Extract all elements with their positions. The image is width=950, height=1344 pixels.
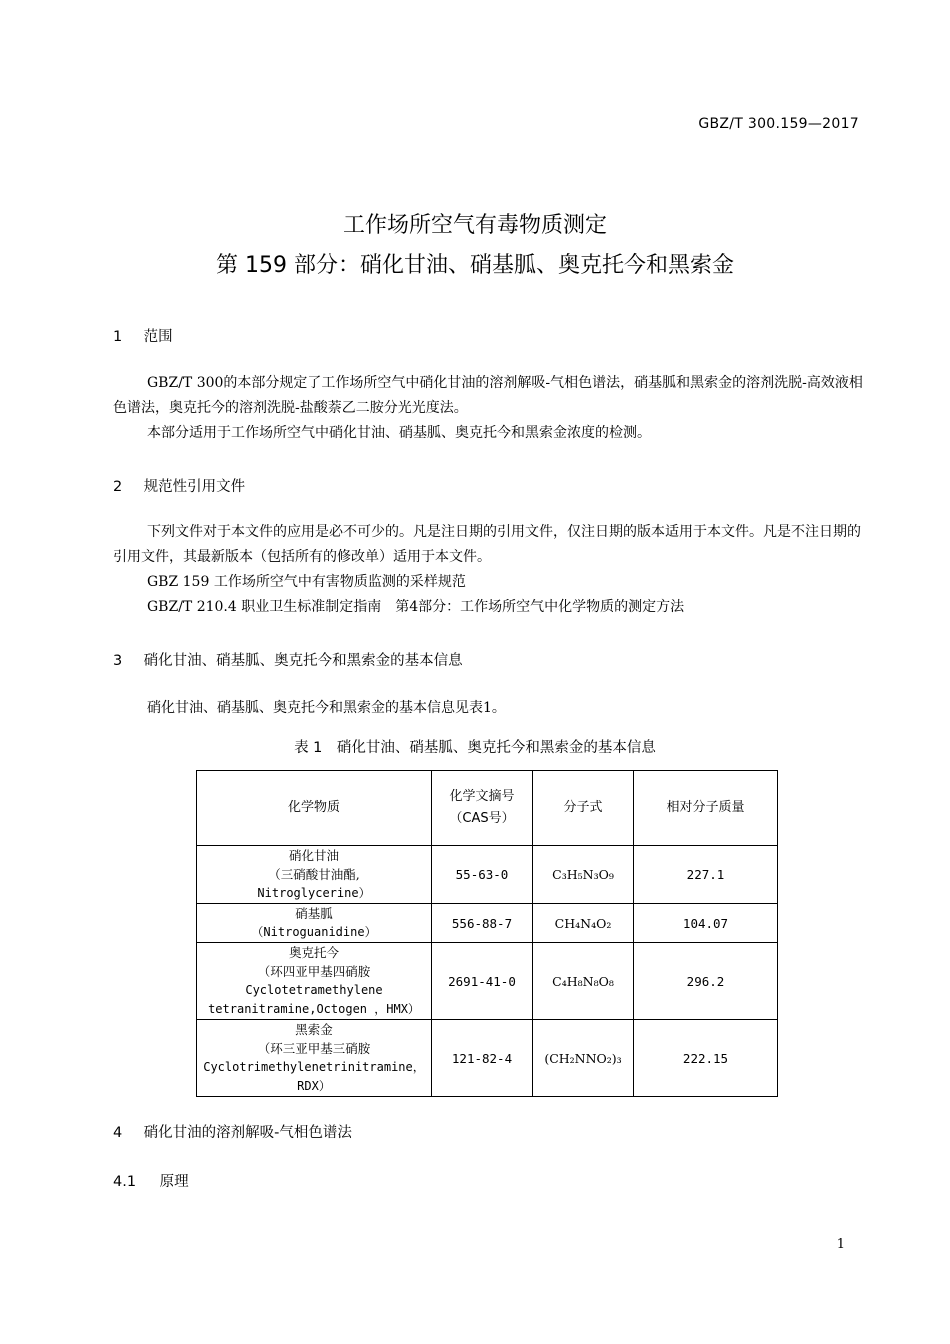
header-cas [432, 771, 533, 846]
substance-line: Nitroglycerine） [257, 886, 371, 900]
section-3-body [113, 696, 863, 721]
table-header-row [197, 771, 778, 846]
formula-cell: CH₄N₄O₂ [533, 904, 634, 943]
section-2-heading [113, 475, 245, 496]
substance-line: Cyclotetramethylene [245, 983, 383, 997]
section-title: 硝化甘油的溶剂解吸-气相色谱法 [143, 1125, 352, 1141]
substance-line: Cyclotrimethylenetrinitramine， [203, 1060, 425, 1074]
document-title: 工作场所空气有毒物质测定 [342, 213, 607, 238]
mass-cell: 104.07 [634, 904, 778, 943]
section-number: 4.1 [113, 1174, 137, 1190]
header-formula: 分子式 [533, 771, 634, 846]
table-caption: 表 1 硝化甘油、硝基胍、奥克托今和黑索金的基本信息 [294, 740, 656, 756]
section-1-body [113, 371, 863, 446]
mass-cell: 227.1 [634, 846, 778, 904]
substance-line: 硝化甘油 [288, 848, 339, 863]
substance-cell [197, 904, 432, 943]
substance-cell [197, 846, 432, 904]
formula-cell: C₄H₈N₈O₈ [533, 943, 634, 1020]
substance-line: （环三亚甲基三硝胺 [257, 1041, 371, 1056]
document-subtitle: 第 159 部分：硝化甘油、硝基胍、奥克托今和黑索金 [216, 253, 734, 278]
section-4-1-heading [113, 1170, 189, 1191]
paragraph: GBZ/T 300的本部分规定了工作场所空气中硝化甘油的溶剂解吸-气相色谱法，硝基胍和黑索金的溶剂洗脱-高效液相色谱法，奥克托今的溶剂洗脱-盐酸萘乙二胺分光光度法。 [113, 375, 863, 416]
substance-line: 黑索金 [295, 1022, 333, 1037]
substance-line: （环四亚甲基四硝胺 [257, 964, 371, 979]
paragraph: 下列文件对于本文件的应用是必不可少的。凡是注日期的引用文件，仅注日期的版本适用于本文件。凡是不注日期的引用文件，其最新版本（包括所有的修改单）适用于本文件。 [113, 524, 861, 565]
cas-cell: 556-88-7 [432, 904, 533, 943]
paragraph: 本部分适用于工作场所空气中硝化甘油、硝基胍、奥克托今和黑索金浓度的检测。 [147, 425, 651, 441]
header-cas-line: 化学文摘号 [449, 789, 515, 804]
section-number: 1 [113, 329, 123, 345]
substance-line: 奥克托今 [288, 945, 339, 960]
section-title: 规范性引用文件 [143, 479, 246, 495]
substance-line: 硝基胍 [295, 906, 333, 921]
section-number: 4 [113, 1125, 123, 1141]
cas-cell: 121-82-4 [432, 1020, 533, 1097]
formula-cell: C₃H₅N₃O₉ [533, 846, 634, 904]
table-row [197, 943, 778, 1020]
section-3-heading [113, 649, 463, 670]
header-mass: 相对分子质量 [634, 771, 778, 846]
basic-info-table [196, 770, 778, 1097]
standard-code: GBZ/T 300.159—2017 [698, 116, 859, 132]
page-number: 1 [836, 1237, 845, 1252]
mass-cell: 222.15 [634, 1020, 778, 1097]
header-cas-line: （CAS号） [449, 811, 515, 826]
section-title: 硝化甘油、硝基胍、奥克托今和黑索金的基本信息 [143, 653, 463, 669]
section-4-heading [113, 1121, 352, 1142]
table-row [197, 904, 778, 943]
table-row [197, 1020, 778, 1097]
section-number: 2 [113, 479, 123, 495]
reference-item: GBZ 159 工作场所空气中有害物质监测的采样规范 [147, 574, 466, 590]
substance-line: （Nitroguanidine） [251, 925, 377, 939]
substance-line: （三硝酸甘油酯, [268, 867, 360, 882]
substance-cell [197, 943, 432, 1020]
cas-cell: 2691-41-0 [432, 943, 533, 1020]
mass-cell: 296.2 [634, 943, 778, 1020]
formula-cell: (CH₂NNO₂)₃ [533, 1020, 634, 1097]
header-substance: 化学物质 [197, 771, 432, 846]
table-row [197, 846, 778, 904]
substance-line: tetranitramine,Octogen ，HMX） [208, 1002, 420, 1016]
paragraph: 硝化甘油、硝基胍、奥克托今和黑索金的基本信息见表1。 [147, 700, 506, 716]
substance-line: RDX） [297, 1079, 331, 1093]
section-number: 3 [113, 653, 123, 669]
section-title: 范围 [143, 329, 173, 345]
cas-cell: 55-63-0 [432, 846, 533, 904]
section-1-heading [113, 325, 173, 346]
section-title: 原理 [159, 1174, 189, 1190]
section-2-body [113, 520, 863, 620]
substance-cell [197, 1020, 432, 1097]
reference-item: GBZ/T 210.4 职业卫生标准制定指南 第4部分：工作场所空气中化学物质的测定方法 [147, 599, 685, 615]
